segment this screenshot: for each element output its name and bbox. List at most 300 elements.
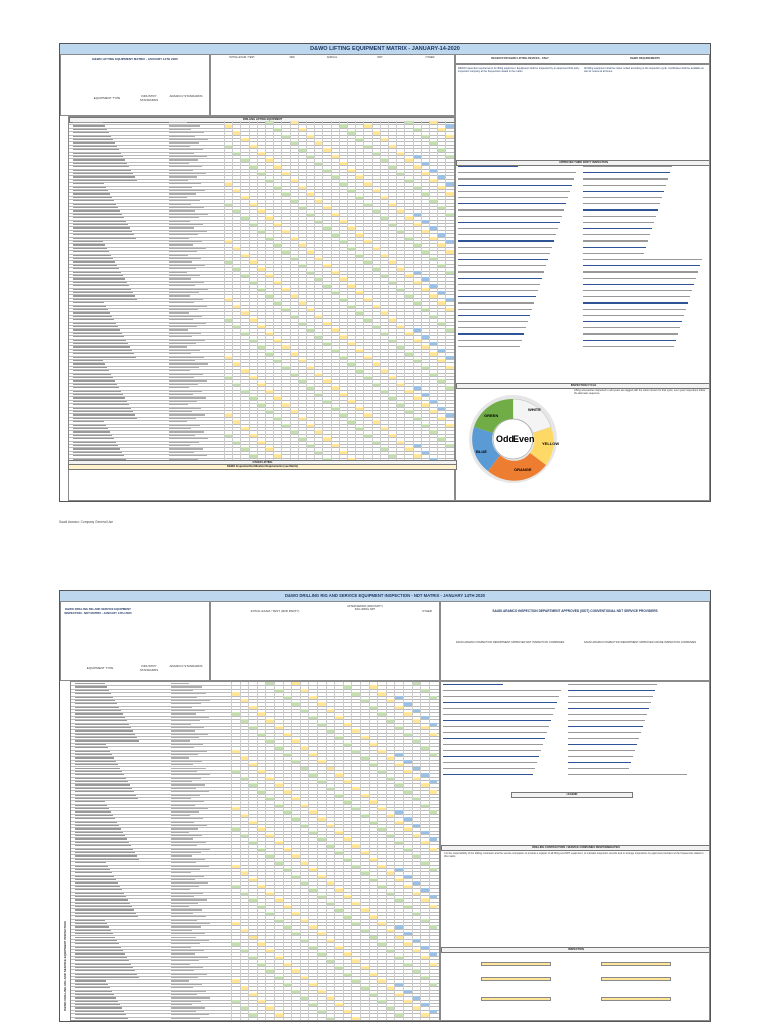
row-standard-bar xyxy=(169,278,191,279)
list-item xyxy=(583,296,690,297)
row-label-bar xyxy=(73,442,116,443)
row-standard-bar xyxy=(169,312,189,313)
row-standard-bar xyxy=(169,326,197,327)
lifting-grid-rows xyxy=(69,121,454,501)
list-item xyxy=(583,346,674,347)
row-standard-bar xyxy=(169,142,199,143)
ndt-right-col-a: SAUDI ARAMCO INSPECTION DEPARTMENT APPROVED NDT INSPECTION COMPANIES xyxy=(455,641,565,644)
row-standard-bar xyxy=(169,394,193,395)
row-standard-bar xyxy=(169,357,204,358)
row-label-bar xyxy=(75,690,109,691)
row-label-bar xyxy=(73,136,111,137)
row-standard-bar xyxy=(171,889,190,890)
row-standard-bar xyxy=(171,757,189,758)
row-standard-bar xyxy=(171,866,209,867)
row-label-bar xyxy=(73,357,136,358)
row-standard-bar xyxy=(171,855,192,856)
row-label-bar xyxy=(73,180,137,181)
list-item xyxy=(458,271,544,272)
row-standard-bar xyxy=(171,730,195,731)
list-item xyxy=(458,185,572,186)
right-header-region: REGION FOR D&WO LIFTING DEVICES - ONLY xyxy=(491,57,549,60)
cycle-label-orange: ORANGE xyxy=(514,467,532,472)
row-label-bar xyxy=(75,781,128,782)
group-header-ndt: NDT xyxy=(377,56,383,59)
row-label-bar xyxy=(75,720,127,721)
row-standard-bar xyxy=(171,754,198,755)
row-standard-bar xyxy=(169,176,197,177)
row-standard-bar xyxy=(171,798,191,799)
row-standard-bar xyxy=(169,159,198,160)
list-item xyxy=(458,284,540,285)
row-label-bar xyxy=(73,166,129,167)
list-item xyxy=(583,259,702,260)
row-label-bar xyxy=(75,734,135,735)
page-footer: Saudi Aramco: Company General Use xyxy=(59,520,114,524)
row-standard-bar xyxy=(171,903,198,904)
row-standard-bar xyxy=(171,832,189,833)
row-standard-bar xyxy=(169,401,197,402)
row-label-bar xyxy=(75,886,120,887)
row-label-bar xyxy=(73,425,106,426)
row-label-bar xyxy=(75,872,112,873)
row-standard-bar xyxy=(169,241,202,242)
row-standard-bar xyxy=(169,295,190,296)
list-item xyxy=(583,197,662,198)
row-standard-bar xyxy=(169,146,190,147)
row-label-bar xyxy=(73,353,134,354)
row-standard-bar xyxy=(169,421,187,422)
list-item xyxy=(583,315,684,316)
row-label-bar xyxy=(75,747,108,748)
list-item xyxy=(583,302,688,303)
list-item xyxy=(583,247,646,248)
row-standard-bar xyxy=(171,882,208,883)
row-standard-bar xyxy=(171,774,210,775)
inspection-cycle-section: INSPECTION CYCLE xyxy=(456,383,710,389)
row-standard-bar xyxy=(169,384,198,385)
list-item xyxy=(583,271,698,272)
row-standard-bar xyxy=(169,136,195,137)
row-standard-bar xyxy=(171,761,202,762)
row-standard-bar xyxy=(169,180,188,181)
row-label-bar xyxy=(75,707,119,708)
row-standard-bar xyxy=(171,896,194,897)
row-label-bar xyxy=(73,255,111,256)
row-standard-bar xyxy=(169,221,190,222)
inspection-cycle-wheel xyxy=(458,387,568,487)
row-label-bar xyxy=(73,384,117,385)
row-standard-bar xyxy=(169,187,192,188)
row-standard-bar xyxy=(169,397,206,398)
row-label-bar xyxy=(73,292,133,293)
row-standard-bar xyxy=(169,299,203,300)
list-item xyxy=(583,321,682,322)
row-standard-bar xyxy=(169,323,206,324)
row-standard-bar xyxy=(169,207,204,208)
row-label-bar xyxy=(75,751,110,752)
row-label-bar xyxy=(73,363,105,364)
row-standard-bar xyxy=(171,710,205,711)
list-item xyxy=(458,222,560,223)
list-item xyxy=(458,197,568,198)
row-standard-bar xyxy=(169,129,191,130)
row-label-bar xyxy=(75,717,125,718)
row-label-bar xyxy=(73,142,115,143)
row-standard-bar xyxy=(169,435,195,436)
row-label-bar xyxy=(75,903,130,904)
ndt-group-other: OTHER xyxy=(422,609,432,613)
row-label-bar xyxy=(75,740,139,741)
row-label-bar xyxy=(73,265,117,266)
row-label-bar xyxy=(73,319,114,320)
row-label-bar xyxy=(75,876,114,877)
row-standard-bar xyxy=(169,153,194,154)
row-label-bar xyxy=(73,204,116,205)
row-standard-bar xyxy=(169,350,200,351)
row-standard-bar xyxy=(171,784,205,785)
row-standard-bar xyxy=(169,163,189,164)
row-label-bar xyxy=(75,761,116,762)
row-standard-bar xyxy=(171,893,203,894)
row-standard-bar xyxy=(169,452,194,453)
row-standard-bar xyxy=(171,852,201,853)
row-standard-bar xyxy=(171,862,196,863)
row-label-bar xyxy=(75,788,132,789)
group-header-3rd: 3RD xyxy=(289,56,295,59)
row-standard-bar xyxy=(171,768,206,769)
list-item xyxy=(583,290,692,291)
row-label-bar xyxy=(73,214,122,215)
row-standard-bar xyxy=(169,173,206,174)
row-label-bar xyxy=(75,869,110,870)
row-label-bar xyxy=(73,227,130,228)
row-standard-bar xyxy=(171,795,200,796)
row-label-bar xyxy=(73,299,137,300)
row-label-bar xyxy=(73,323,116,324)
row-standard-bar xyxy=(171,872,191,873)
list-item xyxy=(458,191,570,192)
row-standard-bar xyxy=(169,214,208,215)
row-standard-bar xyxy=(171,734,208,735)
row-label-bar xyxy=(73,377,113,378)
row-label-bar xyxy=(73,149,119,150)
list-item xyxy=(458,333,524,334)
row-label-bar xyxy=(73,428,108,429)
ndt-col-equipment: EQUIPMENT TYPE xyxy=(86,666,114,670)
row-label-bar xyxy=(73,452,122,453)
row-standard-bar xyxy=(171,764,193,765)
row-label-bar xyxy=(73,183,104,184)
row-label-bar xyxy=(75,808,109,809)
list-item xyxy=(583,228,652,229)
ndt-matrix-title: D&WO DRILLING RIG AND SERVICE EQUIPMENT INSPECTION - NDT MATRIX - JANUARY 14TH 2020 xyxy=(60,591,710,602)
row-label-bar xyxy=(75,815,113,816)
row-label-bar xyxy=(75,825,119,826)
row-label-bar xyxy=(73,125,105,126)
row-standard-bar xyxy=(169,261,192,262)
row-standard-bar xyxy=(171,879,195,880)
ndt-vertical-header xyxy=(210,601,440,681)
ndt-right-header-title: SAUDI ARAMCO INSPECTION DEPARTMENT APPROVED (ISDT) CONVENTIONAL NDT SERVICE PROVIDERS xyxy=(492,609,658,613)
row-standard-bar xyxy=(169,316,202,317)
left-header-title: D&WO LIFTING EQUIPMENT MATRIX - JANUARY 14TH 2020 xyxy=(92,57,178,61)
row-label-bar xyxy=(73,275,123,276)
row-label-bar xyxy=(73,173,133,174)
row-standard-bar xyxy=(171,899,207,900)
row-label-bar xyxy=(73,193,110,194)
lifting-grid xyxy=(68,116,455,501)
row-standard-bar xyxy=(169,370,190,371)
list-item xyxy=(583,327,680,328)
row-label-bar xyxy=(75,882,118,883)
list-item xyxy=(458,265,546,266)
cycle-label-green: GREEN xyxy=(484,413,499,418)
list-item xyxy=(458,290,538,291)
row-standard-bar xyxy=(171,700,210,701)
row-standard-bar xyxy=(169,139,208,140)
row-standard-bar xyxy=(169,197,187,198)
row-standard-bar xyxy=(169,268,196,269)
row-label-bar xyxy=(73,370,109,371)
row-label-bar xyxy=(73,346,130,347)
inspection-cycle-text: Lifting accessories inspected in odd years are tagged with the colour shown for that cycle; even year inspections follow the alternate sequence. xyxy=(574,389,706,396)
list-item xyxy=(458,309,532,310)
list-item xyxy=(458,228,558,229)
group-header-other: OTHER xyxy=(425,56,435,59)
list-item xyxy=(583,240,648,241)
row-standard-bar xyxy=(169,340,205,341)
row-label-bar xyxy=(75,893,124,894)
row-label-bar xyxy=(75,798,138,799)
row-label-bar xyxy=(75,805,107,806)
row-standard-bar xyxy=(171,886,199,887)
row-standard-bar xyxy=(171,818,203,819)
row-label-bar xyxy=(73,221,126,222)
ndt-left-header-title: D&WO DRILLING RIG AND SERVICE EQUIPMENT INSPECTION - NDT MATRIX - JANUARY 14TH 2020 xyxy=(64,607,132,615)
row-label-bar xyxy=(73,207,118,208)
row-standard-bar xyxy=(169,132,204,133)
row-label-bar xyxy=(75,801,105,802)
list-item xyxy=(458,172,576,173)
list-item xyxy=(458,253,550,254)
row-standard-bar xyxy=(169,363,208,364)
lifting-matrix-sheet xyxy=(59,43,711,502)
row-label-bar xyxy=(73,156,123,157)
row-label-bar xyxy=(75,784,130,785)
row-label-bar xyxy=(73,306,106,307)
row-label-bar xyxy=(75,737,137,738)
row-standard-bar xyxy=(171,727,204,728)
row-label-bar xyxy=(73,329,120,330)
list-item xyxy=(583,253,644,254)
row-standard-bar xyxy=(171,825,207,826)
list-item xyxy=(458,302,534,303)
row-label-bar xyxy=(73,445,118,446)
cycle-center-odd: Odd xyxy=(496,434,514,444)
row-label-bar xyxy=(73,217,124,218)
row-standard-bar xyxy=(171,751,207,752)
row-standard-bar xyxy=(171,849,210,850)
section-drilling-lifting: DRILLING LIFTING EQUIPMENT xyxy=(69,117,455,123)
row-label-bar xyxy=(73,258,113,259)
row-standard-bar xyxy=(169,231,207,232)
row-label-bar xyxy=(73,295,135,296)
right-header-requirements: D&WO REQUIREMENTS xyxy=(630,57,660,60)
row-label-bar xyxy=(75,683,105,684)
list-item xyxy=(458,166,518,167)
row-label-bar xyxy=(73,397,125,398)
ndt-right-col-b: SAUDI ARAMCO INSPECTION DEPARTMENT APPROVED CRANE INSPECTION COMPANIES xyxy=(583,641,697,644)
row-label-bar xyxy=(75,855,137,856)
row-label-bar xyxy=(73,278,125,279)
row-standard-bar xyxy=(169,302,194,303)
row-label-bar xyxy=(75,778,126,779)
other-lifting-section: OTHER LIFTING xyxy=(68,460,457,466)
row-standard-bar xyxy=(171,781,192,782)
row-label-bar xyxy=(73,139,113,140)
row-standard-bar xyxy=(171,747,194,748)
row-label-bar xyxy=(75,866,108,867)
right-text-panel xyxy=(455,64,710,501)
row-label-bar xyxy=(73,159,125,160)
row-standard-bar xyxy=(169,258,201,259)
row-label-bar xyxy=(73,132,109,133)
list-item xyxy=(583,191,664,192)
row-standard-bar xyxy=(169,190,205,191)
row-label-bar xyxy=(75,842,129,843)
row-standard-bar xyxy=(171,771,197,772)
list-item xyxy=(583,278,696,279)
row-label-bar xyxy=(73,374,111,375)
row-standard-bar xyxy=(169,149,203,150)
row-standard-bar xyxy=(169,343,196,344)
list-item xyxy=(458,247,552,248)
row-standard-bar xyxy=(169,445,190,446)
row-label-bar xyxy=(75,822,117,823)
row-standard-bar xyxy=(171,801,204,802)
row-standard-bar xyxy=(171,686,202,687)
row-label-bar xyxy=(73,312,110,313)
row-standard-bar xyxy=(169,248,206,249)
row-standard-bar xyxy=(171,744,203,745)
row-standard-bar xyxy=(171,808,208,809)
list-item xyxy=(583,178,668,179)
row-label-bar xyxy=(75,896,126,897)
row-standard-bar xyxy=(169,309,198,310)
row-label-bar xyxy=(73,421,104,422)
row-label-bar xyxy=(73,387,119,388)
row-label-bar xyxy=(75,828,121,829)
col-industry-standards: INDUSTRY STANDARDS xyxy=(139,94,159,102)
row-standard-bar xyxy=(171,703,201,704)
list-item xyxy=(583,209,658,210)
row-label-bar xyxy=(75,795,136,796)
row-label-bar xyxy=(73,197,112,198)
col-aramco-standards: ARAMCO/ STANDARDS xyxy=(169,94,203,98)
row-label-bar xyxy=(75,771,122,772)
list-item xyxy=(583,203,660,204)
row-standard-bar xyxy=(171,713,196,714)
row-standard-bar xyxy=(169,265,205,266)
row-label-bar xyxy=(75,849,133,850)
row-standard-bar xyxy=(171,876,204,877)
row-standard-bar xyxy=(171,828,198,829)
row-label-bar xyxy=(75,700,115,701)
list-item xyxy=(583,172,670,173)
ndt-col-aramco: ARAMCO/ STANDARDS xyxy=(169,664,203,668)
list-item xyxy=(458,178,574,179)
list-item xyxy=(458,327,526,328)
row-standard-bar xyxy=(169,455,207,456)
row-standard-bar xyxy=(169,285,195,286)
list-item xyxy=(458,346,520,347)
row-standard-bar xyxy=(169,166,202,167)
row-label-bar xyxy=(75,862,106,863)
ndt-side-label: D&WO DRILLING RIG AND SERVICE EQUIPMENT INSPECTION xyxy=(63,921,67,1011)
row-standard-bar xyxy=(171,805,195,806)
list-item xyxy=(458,340,522,341)
row-label-bar xyxy=(73,241,103,242)
row-label-bar xyxy=(75,757,114,758)
row-standard-bar xyxy=(171,859,205,860)
row-label-bar xyxy=(75,906,132,907)
row-standard-bar xyxy=(169,292,199,293)
row-label-bar xyxy=(73,224,128,225)
group-header-initial: INITIAL EXAM / TEST xyxy=(229,56,255,59)
list-item xyxy=(583,265,700,266)
vertical-header-area xyxy=(210,54,455,116)
approved-section: APPROVED THIRD PARTY INSPECTION xyxy=(456,160,710,166)
row-label-bar xyxy=(75,703,117,704)
row-label-bar xyxy=(73,380,115,381)
row-label-bar xyxy=(73,431,110,432)
row-label-bar xyxy=(73,350,132,351)
row-label-bar xyxy=(73,285,129,286)
row-label-bar xyxy=(73,272,121,273)
list-item xyxy=(458,203,566,204)
row-label-bar xyxy=(73,391,121,392)
row-label-bar xyxy=(75,899,128,900)
row-label-bar xyxy=(73,367,107,368)
row-label-bar xyxy=(73,309,108,310)
row-label-bar xyxy=(73,289,131,290)
group-header-annual: ANNUAL xyxy=(326,56,338,59)
row-standard-bar xyxy=(169,306,207,307)
row-label-bar xyxy=(73,170,131,171)
row-standard-bar xyxy=(171,724,191,725)
row-label-bar xyxy=(75,713,123,714)
list-item xyxy=(583,222,654,223)
row-standard-bar xyxy=(169,425,200,426)
row-standard-bar xyxy=(169,251,197,252)
col-equipment-type: EQUIPMENT TYPE xyxy=(93,96,121,100)
row-label-bar xyxy=(73,261,115,262)
row-standard-bar xyxy=(169,238,189,239)
row-standard-bar xyxy=(171,697,197,698)
row-standard-bar xyxy=(169,122,187,123)
row-label-bar xyxy=(73,146,117,147)
row-standard-bar xyxy=(169,442,199,443)
row-label-bar xyxy=(73,360,103,361)
row-label-bar xyxy=(73,190,108,191)
row-standard-bar xyxy=(169,200,200,201)
row-standard-bar xyxy=(169,234,198,235)
row-label-bar xyxy=(75,835,125,836)
row-standard-bar xyxy=(171,869,200,870)
ndt-col-industry: INDUSTRY STANDARDS xyxy=(139,664,159,672)
row-label-bar xyxy=(75,693,111,694)
